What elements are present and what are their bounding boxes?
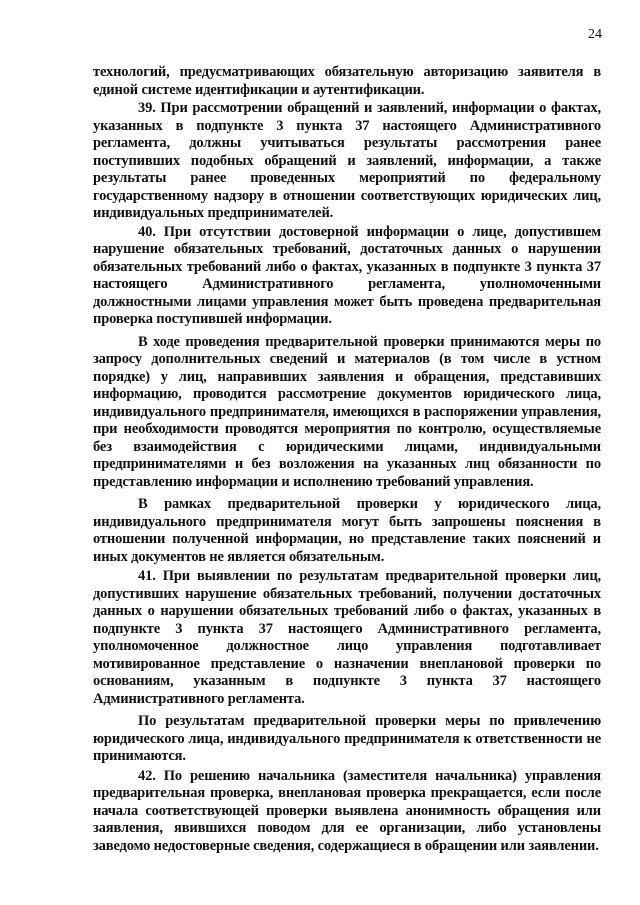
paragraph-40-preliminary-check: В ходе проведения предварительной проверки принимаются меры по запросу дополнительных сведений и материалов (в том числе в устном порядке) у лиц, направивших заявления и обращения, представивших информацию, проводится рассмотрение документов юридического лица, индивидуального предпринимателя, имеющихся в распоряжении управления, при необходимости проводятся мероприятия по контролю, осуществляемые без взаимодействия с юридическими лицами, индивидуальными предпринимателями и без возложения на указанных лиц обязанности по представлению информации и исполнению требований управления. [93,333,601,490]
paragraph-39: 39. При рассмотрении обращений и заявлений, информации о фактах, указанных в подпункте 3 пункта 37 настоящего Административного регламента, должны учитываться результаты рассмотрения ранее поступивших подобных обращений и заявлений, информации, а также результаты ранее проведенных мероприятий по федеральному государственному надзору в отношении соответствующих юридических лиц, индивидуальных предпринимателей. [93,100,601,221]
document-body [93,64,601,855]
paragraph-41-no-liability: По результатам предварительной проверки меры по привлечению юридического лица, индивидуального предпринимателя к ответственности не принимаются. [93,713,601,764]
paragraph-continuation: технологий, предусматривающих обязательную авторизацию заявителя в единой системе идентификации и аутентификации. [93,64,601,98]
paragraph-42: 42. По решению начальника (заместителя начальника) управления предварительная проверка, внеплановая проверка прекращается, если после начала соответствующей проверки выявлена анонимность обращения или заявления, явившихся поводом для ее организации, либо установлены заведомо недостоверные сведения, содержащиеся в обращении или заявлении. [93,767,601,854]
paragraph-40-explanations: В рамках предварительной проверки у юридического лица, индивидуального предпринимателя могут быть запрошены пояснения в отношении полученной информации, но представление таких пояснений и иных документов не является обязательным. [93,496,601,565]
paragraph-40: 40. При отсутствии достоверной информации о лице, допустившем нарушение обязательных требований, достаточных данных о нарушении обязательных требований либо о фактах, указанных в подпункте 3 пункта 37 настоящего Административного регламента, уполномоченными должностными лицами управления может быть проведена предварительная проверка поступившей информации. [93,223,601,327]
paragraph-41: 41. При выявлении по результатам предварительной проверки лиц, допустивших нарушение обязательных требований, получении достаточных данных о нарушении обязательных требований либо о фактах, указанных в подпункте 3 пункта 37 настоящего Административного регламента, уполномоченное должностное лицо управления подготавливает мотивированное представление о назначении внеплановой проверки по основаниям, указанным в подпункте 3 пункта 37 настоящего Административного регламента. [93,568,601,707]
page-number: 24 [588,27,602,42]
